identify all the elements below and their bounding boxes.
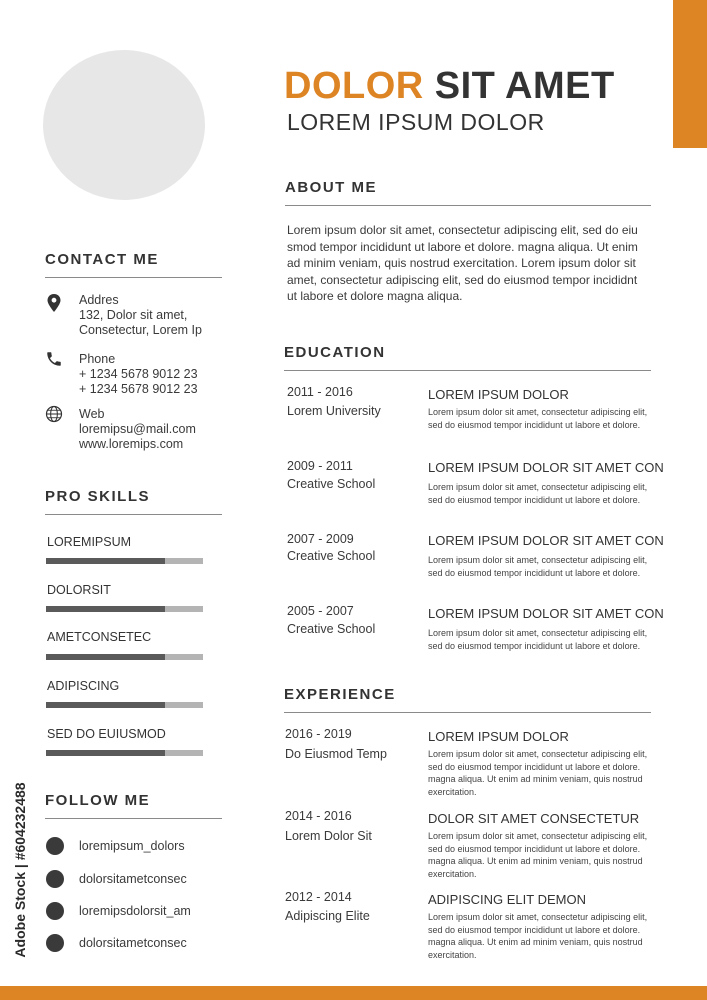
experience-company: Do Eiusmod Temp (285, 747, 387, 761)
experience-years: 2012 - 2014 (285, 890, 352, 904)
experience-desc (428, 748, 668, 798)
contact-address (79, 293, 202, 338)
education-heading: LOREM IPSUM DOLOR SIT AMET CON (428, 460, 664, 475)
desc-line: Lorem ipsum dolor sit amet, consectetur adipiscing elit, (428, 482, 648, 492)
stock-id-text: Adobe Stock | #604232488 (12, 782, 28, 958)
experience-years: 2014 - 2016 (285, 809, 352, 823)
address-label: Addres (79, 293, 119, 307)
desc-line: sed do eiusmod tempor incididunt ut labore et dolore. (428, 494, 641, 505)
education-heading: LOREM IPSUM DOLOR SIT AMET CON (428, 533, 664, 548)
social-icon[interactable] (46, 934, 64, 952)
phone-label: Phone (79, 352, 116, 366)
skill-bar-fill (46, 558, 165, 564)
skill-bar-fill (46, 654, 165, 660)
about-rule (285, 205, 651, 206)
skill-bar-track (46, 702, 203, 708)
desc-line: Lorem ipsum dolor sit amet, consectetur adipiscing elit, (428, 912, 648, 922)
profile-photo-placeholder (43, 50, 205, 200)
name-first: DOLOR (284, 65, 424, 107)
experience-title: EXPERIENCE (284, 686, 396, 703)
social-handle[interactable]: loremipsum_dolors (79, 839, 185, 853)
contact-title: CONTACT ME (45, 251, 159, 268)
skill-name: ADIPISCING (47, 679, 120, 693)
social-icon[interactable] (46, 902, 64, 920)
social-handle[interactable]: dolorsitametconsec (79, 936, 187, 950)
desc-line: Lorem ipsum dolor sit amet, consectetur adipiscing elit, (428, 555, 648, 565)
desc-line: exercitation. (428, 868, 477, 879)
about-line: ut labore et dolore magna aliqua. (287, 289, 463, 303)
skills-title: PRO SKILLS (45, 488, 151, 505)
address-line: Consetectur, Lorem Ip (79, 323, 202, 337)
education-rule (284, 370, 651, 371)
experience-desc (428, 830, 668, 880)
education-desc (428, 554, 668, 579)
education-years: 2011 - 2016 (287, 385, 353, 399)
phone-icon (45, 350, 63, 368)
education-desc (428, 627, 668, 652)
skills-rule (45, 514, 222, 515)
experience-company: Lorem Dolor Sit (285, 829, 372, 843)
website-url: www.loremips.com (79, 437, 184, 451)
about-line: smod tempor incididunt ut labore et dolore. magna aliqua. Ut enim (287, 239, 638, 254)
follow-rule (45, 818, 222, 819)
experience-heading: DOLOR SIT AMET CONSECTETUR (428, 811, 640, 826)
social-handle[interactable]: dolorsitametconsec (79, 872, 187, 886)
skill-name: AMETCONSETEC (47, 630, 152, 644)
skill-bar-fill (46, 606, 165, 612)
desc-line: Lorem ipsum dolor sit amet, consectetur adipiscing elit, (428, 407, 648, 417)
about-line: ad minim veniam, quis nostrud exercitation. Lorem ipsum dolor sit (287, 256, 636, 270)
skill-name: LOREMIPSUM (47, 535, 132, 549)
social-icon[interactable] (46, 837, 64, 855)
desc-line: exercitation. (428, 949, 477, 960)
education-years: 2005 - 2007 (287, 604, 354, 618)
experience-rule (284, 712, 651, 713)
phone-number: + 1234 5678 9012 23 (79, 382, 198, 396)
about-text (287, 222, 662, 305)
social-icon[interactable] (46, 870, 64, 888)
experience-company: Adipiscing Elite (285, 909, 370, 923)
desc-line: magna aliqua. Ut enim ad minim veniam, quis nostrud (428, 937, 643, 947)
skill-name: SED DO EUIUSMOD (47, 727, 166, 741)
top-accent-bar (673, 0, 707, 148)
stock-watermark (10, 758, 30, 986)
about-line: amet, consectetur adipiscing elit, sed do eiusmod tempor incididnt (287, 272, 638, 287)
skill-bar-track (46, 558, 203, 564)
education-heading: LOREM IPSUM DOLOR (428, 387, 569, 402)
about-line: Lorem ipsum dolor sit amet, consectetur adipiscing elit, sed do eiu (287, 223, 638, 237)
education-title: EDUCATION (284, 344, 386, 361)
desc-line: sed do eiusmod tempor incididunt ut labore et dolore. (428, 419, 641, 430)
desc-line: Lorem ipsum dolor sit amet, consectetur adipiscing elit, (428, 831, 648, 841)
desc-line: magna aliqua. Ut enim ad minim veniam, quis nostrud (428, 774, 643, 784)
desc-line: sed do eiusmod tempor incididunt ut labore et dolore. (428, 640, 641, 651)
about-title: ABOUT ME (285, 179, 377, 196)
resume-name (284, 64, 615, 108)
education-desc (428, 481, 668, 506)
social-handle[interactable]: loremipsdolorsit_am (79, 904, 191, 918)
skill-bar-track (46, 606, 203, 612)
skill-bar-track (46, 750, 203, 756)
desc-line: Lorem ipsum dolor sit amet, consectetur adipiscing elit, (428, 749, 648, 759)
desc-line: sed do eiusmod tempor incididunt ut labore et dolore. (428, 924, 641, 935)
contact-web (79, 407, 196, 452)
desc-line: sed do eiusmod tempor incididunt ut labore et dolore. (428, 761, 641, 772)
address-line: 132, Dolor sit amet, (79, 308, 188, 322)
education-school: Creative School (287, 477, 376, 491)
name-rest: SIT AMET (434, 65, 615, 107)
skill-bar-track (46, 654, 203, 660)
resume-subtitle: LOREM IPSUM DOLOR (287, 109, 545, 135)
skill-name: DOLORSIT (47, 583, 111, 597)
globe-icon (45, 405, 63, 423)
education-school: Lorem University (287, 404, 381, 418)
desc-line: magna aliqua. Ut enim ad minim veniam, quis nostrud (428, 856, 643, 866)
education-heading: LOREM IPSUM DOLOR SIT AMET CON (428, 606, 664, 621)
education-years: 2009 - 2011 (287, 459, 353, 473)
skill-bar-fill (46, 750, 165, 756)
desc-line: sed do eiusmod tempor incididunt ut labore et dolore. (428, 843, 641, 854)
contact-rule (45, 277, 222, 278)
experience-heading: ADIPISCING ELIT DEMON (428, 892, 586, 907)
education-desc (428, 406, 668, 431)
education-years: 2007 - 2009 (287, 532, 354, 546)
desc-line: Lorem ipsum dolor sit amet, consectetur adipiscing elit, (428, 628, 648, 638)
desc-line: exercitation. (428, 786, 477, 797)
experience-desc (428, 911, 668, 961)
experience-heading: LOREM IPSUM DOLOR (428, 729, 569, 744)
education-school: Creative School (287, 549, 376, 563)
desc-line: sed do eiusmod tempor incididunt ut labore et dolore. (428, 567, 641, 578)
map-pin-icon (46, 293, 62, 313)
bottom-accent-bar (0, 986, 707, 1000)
email-address: loremipsu@mail.com (79, 422, 196, 436)
education-school: Creative School (287, 622, 376, 636)
contact-phone (79, 352, 198, 397)
web-label: Web (79, 407, 105, 421)
follow-title: FOLLOW ME (45, 792, 151, 809)
experience-years: 2016 - 2019 (285, 727, 352, 741)
skill-bar-fill (46, 702, 165, 708)
phone-number: + 1234 5678 9012 23 (79, 367, 198, 381)
